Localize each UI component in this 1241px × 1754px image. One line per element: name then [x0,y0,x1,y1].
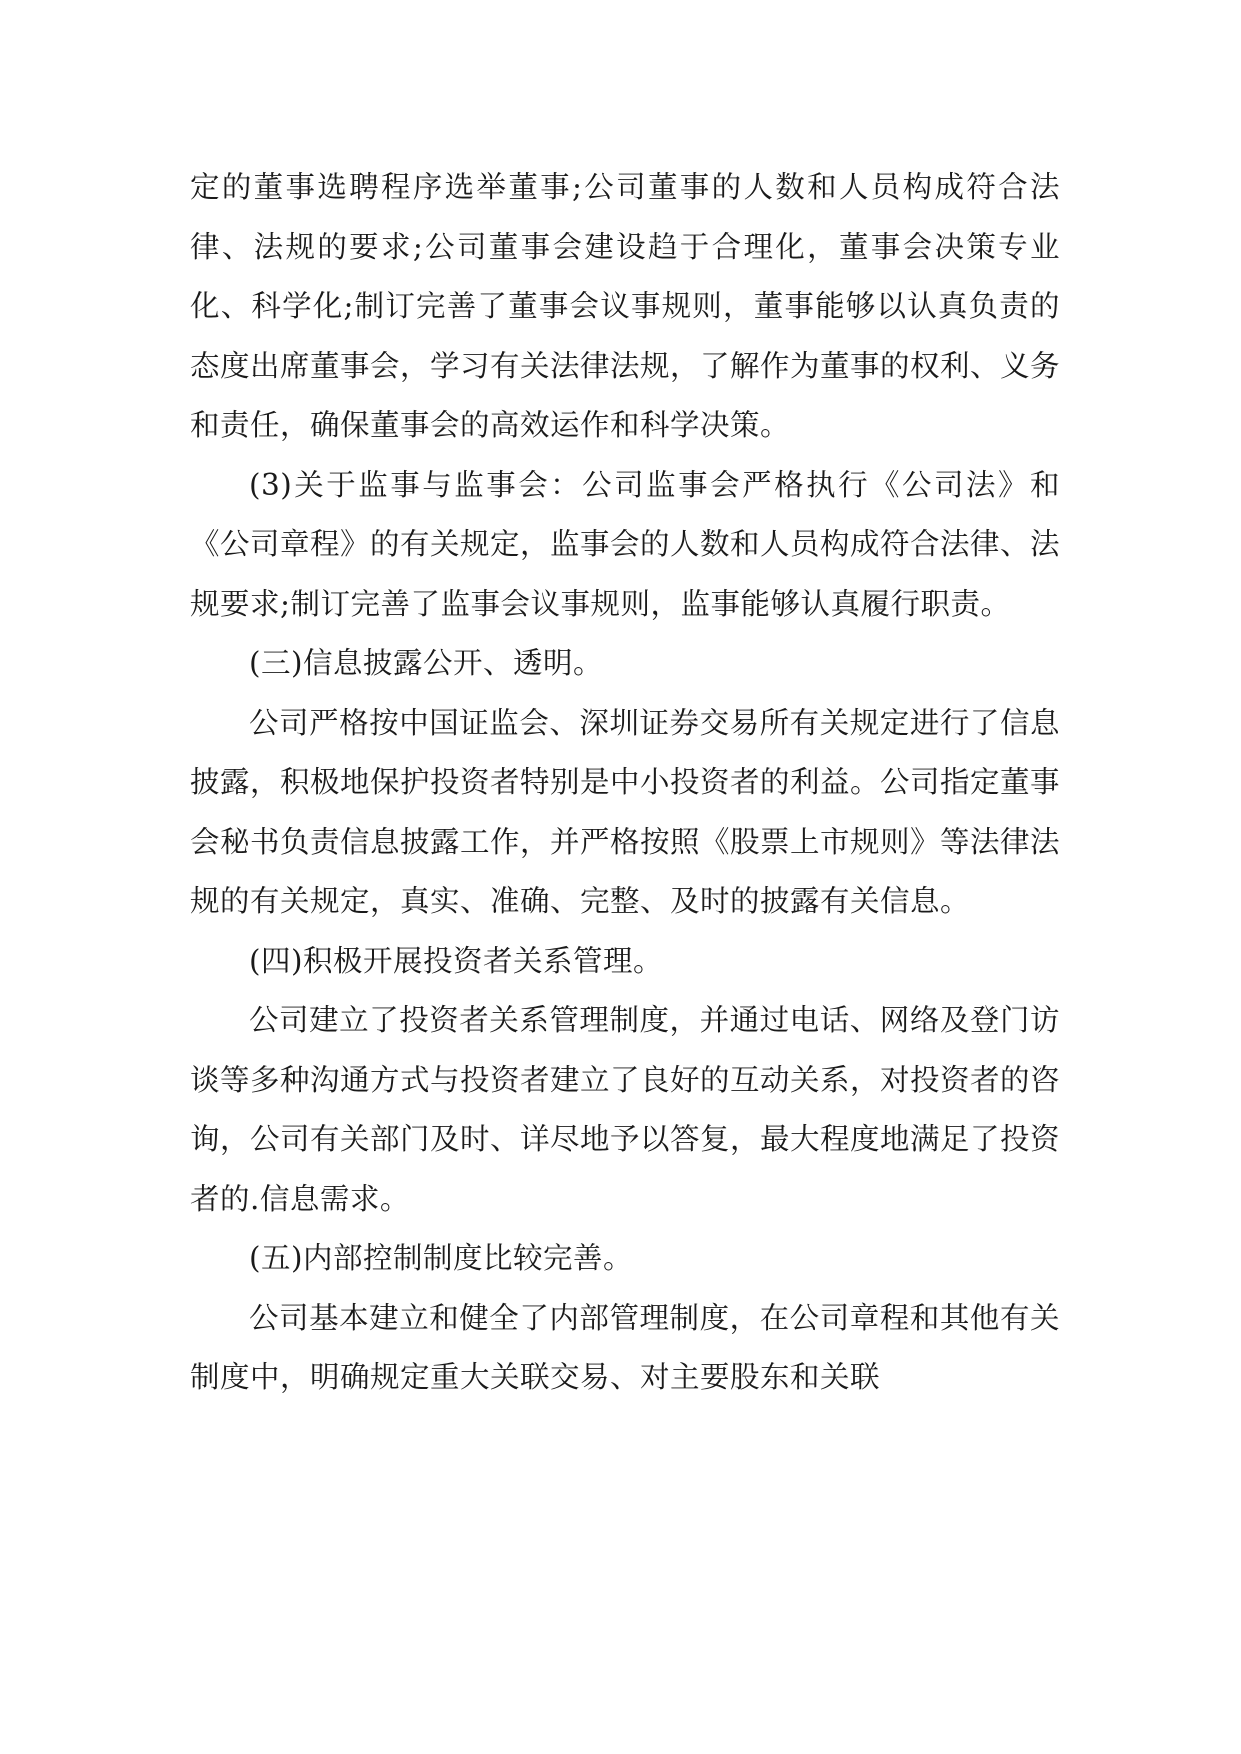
document-body [190,158,1060,1408]
paragraph-director-selection: 定的董事选聘程序选举董事;公司董事的人数和人员构成符合法律、法规的要求;公司董事会建设趋于合理化，董事会决策专业化、科学化;制订完善了董事会议事规则，董事能够以认真负责的态度出席董事会，学习有关法律法规，了解作为董事的权利、义务和责任，确保董事会的高效运作和科学决策。 [190,170,1061,442]
section-heading-internal-control: (五)内部控制制度比较完善。 [249,1241,634,1275]
paragraph-supervisory-board: (3)关于监事与监事会：公司监事会严格执行《公司法》和《公司章程》的有关规定，监事会的人数和人员构成符合法律、法规要求;制订完善了监事会议事规则，监事能够认真履行职责。 [190,467,1061,621]
paragraph-disclosure: 公司严格按中国证监会、深圳证券交易所有关规定进行了信息披露，积极地保护投资者特别是中小投资者的利益。公司指定董事会秘书负责信息披露工作，并严格按照《股票上市规则》等法律法规的有关规定，真实、准确、完整、及时的披露有关信息。 [190,705,1061,918]
paragraph-internal-control: 公司基本建立和健全了内部管理制度，在公司章程和其他有关制度中，明确规定重大关联交易、对主要股东和关联 [190,1300,1060,1394]
section-heading-investor-relations: (四)积极开展投资者关系管理。 [249,943,664,978]
section-heading-disclosure: (三)信息披露公开、透明。 [249,646,604,680]
paragraph-investor-relations: 公司建立了投资者关系管理制度，并通过电话、网络及登门访谈等多种沟通方式与投资者建立了良好的互动关系，对投资者的咨询，公司有关部门及时、详尽地予以答复，最大程度地满足了投资者的.信息需求。 [190,1003,1061,1216]
